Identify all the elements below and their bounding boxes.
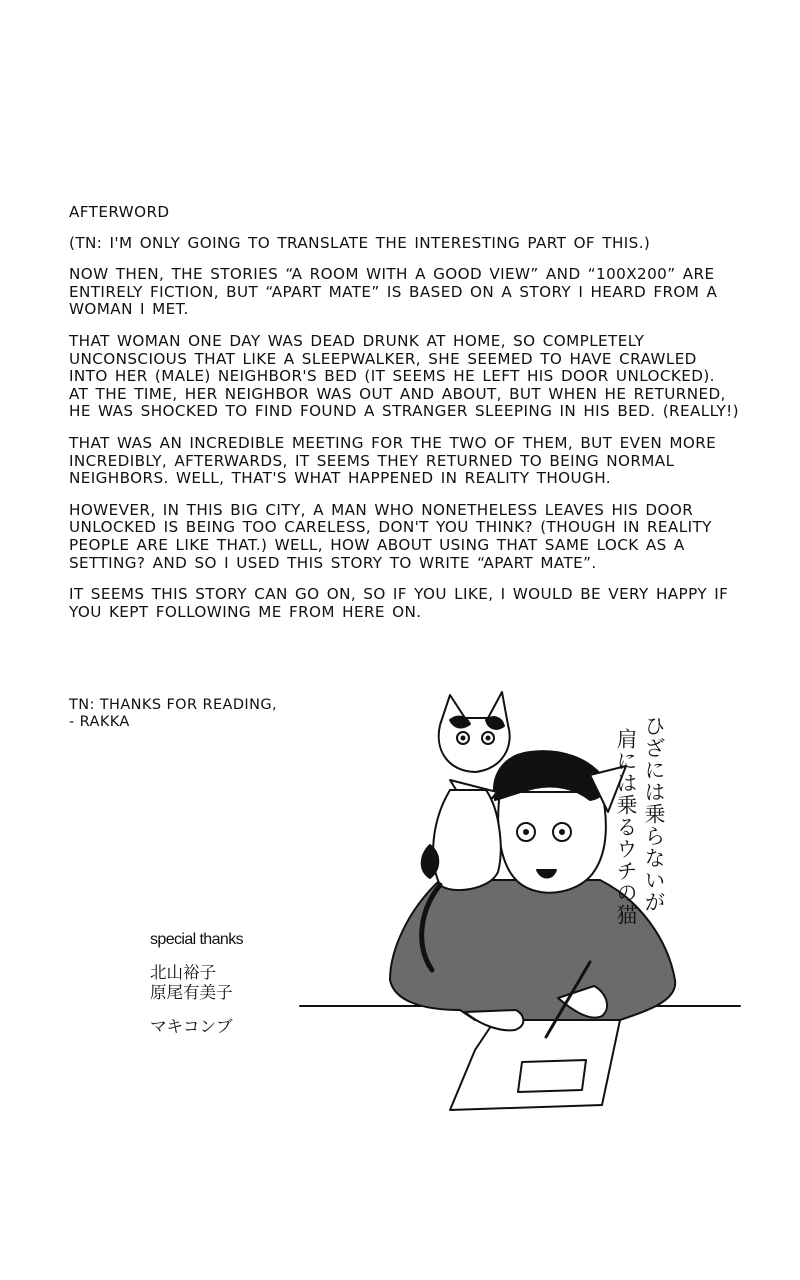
drawing-board-icon xyxy=(450,1020,620,1110)
special-thanks-title: special thanks xyxy=(150,931,243,948)
afterword-paragraph: (TN: I'M ONLY GOING TO TRANSLATE THE INTERESTING PART OF THIS.) xyxy=(69,233,651,252)
special-thanks-block xyxy=(150,931,310,1037)
afterword-heading: AFTERWORD xyxy=(69,203,170,221)
cat-body-icon xyxy=(433,790,501,890)
afterword-paragraph: THAT WAS AN INCREDIBLE MEETING FOR THE TWO OF THEM, BUT EVEN MORE INCREDIBLY, AFTERWARDS, IT SEEMS THEY RETURNED TO BEING NORMAL NEIGHBORS. WELL, THAT'S WHAT HAPPENED IN REALITY THOUGH. xyxy=(69,433,717,488)
afterword-paragraph: HOWEVER, IN THIS BIG CITY, A MAN WHO NONETHELESS LEAVES HIS DOOR UNLOCKED IS BEING TOO CARELESS, DON'T YOU THINK? (THOUGH IN REALITY PEOPLE ARE LIKE THAT.) WELL, HOW ABOUT USING THAT SAME LOCK AS A SETTING? AND SO I USED THIS STORY TO WRITE “APART MATE”. xyxy=(69,500,712,572)
author-and-cat-illustration xyxy=(290,680,760,1130)
translator-signature: - RAKKA xyxy=(69,714,130,730)
illustration-caption: ひざには乗らないが xyxy=(642,715,666,913)
author-face-icon xyxy=(498,792,606,893)
cat-spot-icon xyxy=(422,845,439,878)
thanks-name: マキコンブ xyxy=(150,1018,233,1036)
translator-note-line: TN: THANKS FOR READING, xyxy=(69,697,277,713)
afterword-paragraph: THAT WOMAN ONE DAY WAS DEAD DRUNK AT HOME, SO COMPLETELY UNCONSCIOUS THAT LIKE A SLEEPWALKER, SHE SEEMED TO HAVE CRAWLED INTO HER (MALE) NEIGHBOR'S BED (IT SEEMS HE LEFT HIS DOOR UNLOCKED). AT THE TIME, HER NEIGHBOR WAS OUT AND ABOUT, BUT WHEN HE RETURNED, HE WAS SHOCKED TO FIND FOUND A STRANGER SLEEPING IN HIS BED. (REALLY!) xyxy=(69,331,739,421)
thanks-name: 原尾有美子 xyxy=(150,984,233,1002)
cat-head-icon xyxy=(439,692,510,772)
afterword-text-block xyxy=(69,204,739,635)
illustration-caption: 肩には乗るウチの猫 xyxy=(614,728,638,926)
afterword-paragraph: IT SEEMS THIS STORY CAN GO ON, SO IF YOU LIKE, I WOULD BE VERY HAPPY IF YOU KEPT FOLLOWING ME FROM HERE ON. xyxy=(69,585,729,621)
thanks-name: 北山裕子 xyxy=(150,964,216,982)
afterword-paragraph: NOW THEN, THE STORIES “A ROOM WITH A GOOD VIEW” AND “100X200” ARE ENTIRELY FICTION, BUT “APART MATE” IS BASED ON A STORY I HEARD FROM A WOMAN I MET. xyxy=(69,265,718,319)
